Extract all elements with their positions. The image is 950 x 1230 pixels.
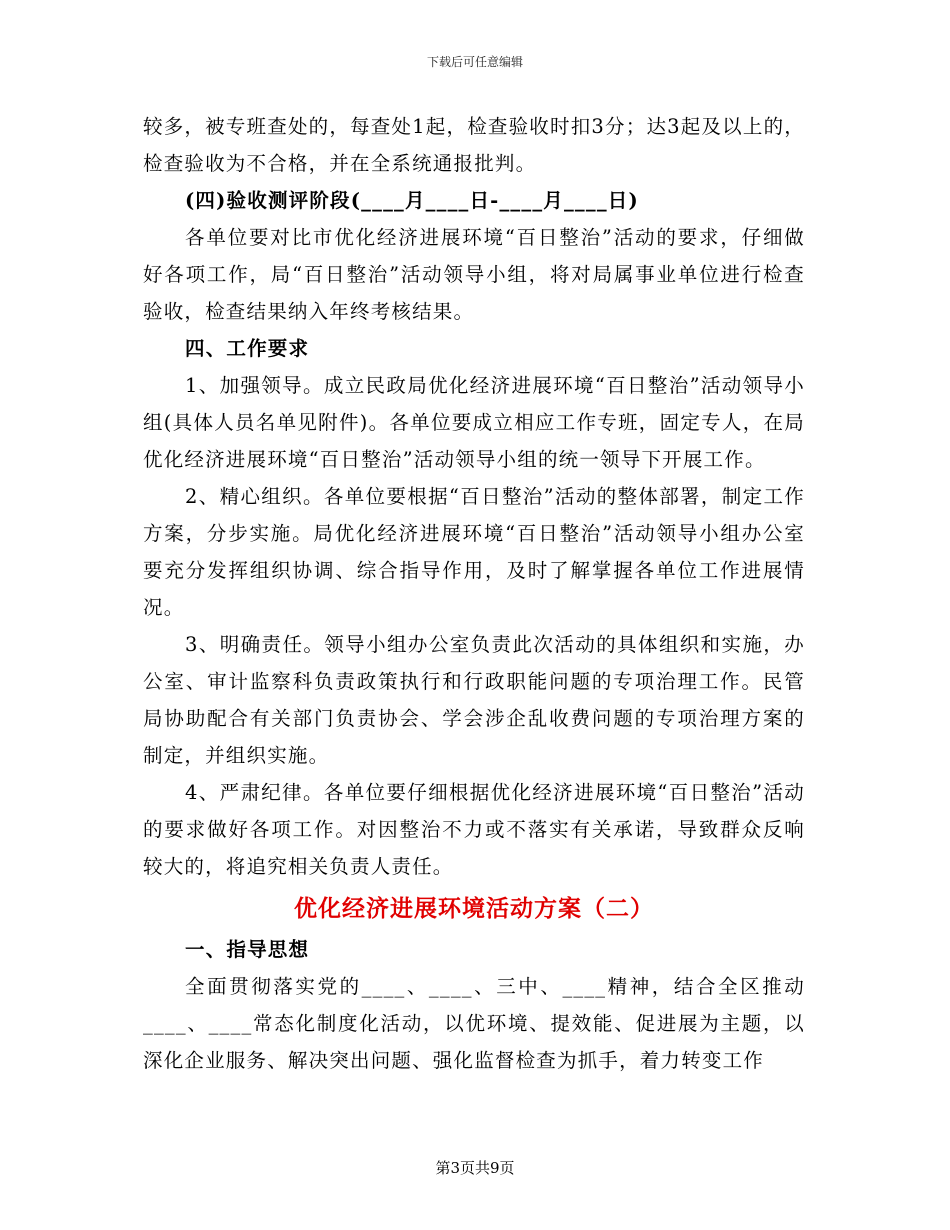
paragraph-requirement-2: 2、精心组织。各单位要根据“百日整治”活动的整体部署，制定工作方案，分步实施。局优化经济进展环境“百日整治”活动领导小组办公室要充分发挥组织协调、综合指导作用，及时了解掌握各单位工作进展情况。 <box>143 485 805 619</box>
heading-work-requirements: 四、工作要求 <box>185 337 310 360</box>
paragraph-requirement-4: 4、严肃纪律。各单位要仔细根据优化经济进展环境“百日整治”活动的要求做好各项工作。对因整治不力或不落实有关承诺，导致群众反响较大的，将追究相关负责人责任。 <box>143 781 805 878</box>
paragraph-acceptance: 各单位要对比市优化经济进展环境“百日整治”活动的要求，仔细做好各项工作，局“百日整治”活动领导小组，将对局属事业单位进行检查验收，检查结果纳入年终考核结果。 <box>143 226 805 323</box>
heading-guiding-ideology: 一、指导思想 <box>185 938 310 961</box>
document-body <box>143 108 805 1079</box>
page-header: 下载后可任意编辑 <box>426 55 523 69</box>
page-footer: 第3页共9页 <box>435 1159 515 1177</box>
section-title: 优化经济进展环境活动方案（二） <box>294 895 654 922</box>
heading-acceptance-stage: (四)验收测评阶段(____月____日-____月____日) <box>185 189 639 212</box>
paragraph-requirement-3: 3、明确责任。领导小组办公室负责此次活动的具体组织和实施，办公室、审计监察科负责政策执行和行政职能问题的专项治理工作。民管局协助配合有关部门负责协会、学会涉企乱收费问题的专项治理方案的制定，并组织实施。 <box>143 633 805 767</box>
paragraph-guiding-ideology: 全面贯彻落实党的____、____、三中、____精神，结合全区推动____、____常态化制度化活动，以优环境、提效能、促进展为主题，以深化企业服务、解决突出问题、强化监督检查为抓手，着力转变工作 <box>143 975 805 1072</box>
paragraph-requirement-1: 1、加强领导。成立民政局优化经济进展环境“百日整治”活动领导小组(具体人员名单见附件)。各单位要成立相应工作专班，固定专人，在局优化经济进展环境“百日整治”活动领导小组的统一领导下开展工作。 <box>143 374 805 471</box>
paragraph-continuation: 较多，被专班查处的，每查处1起，检查验收时扣3分；达3起及以上的，检查验收为不合格，并在全系统通报批判。 <box>143 115 805 175</box>
